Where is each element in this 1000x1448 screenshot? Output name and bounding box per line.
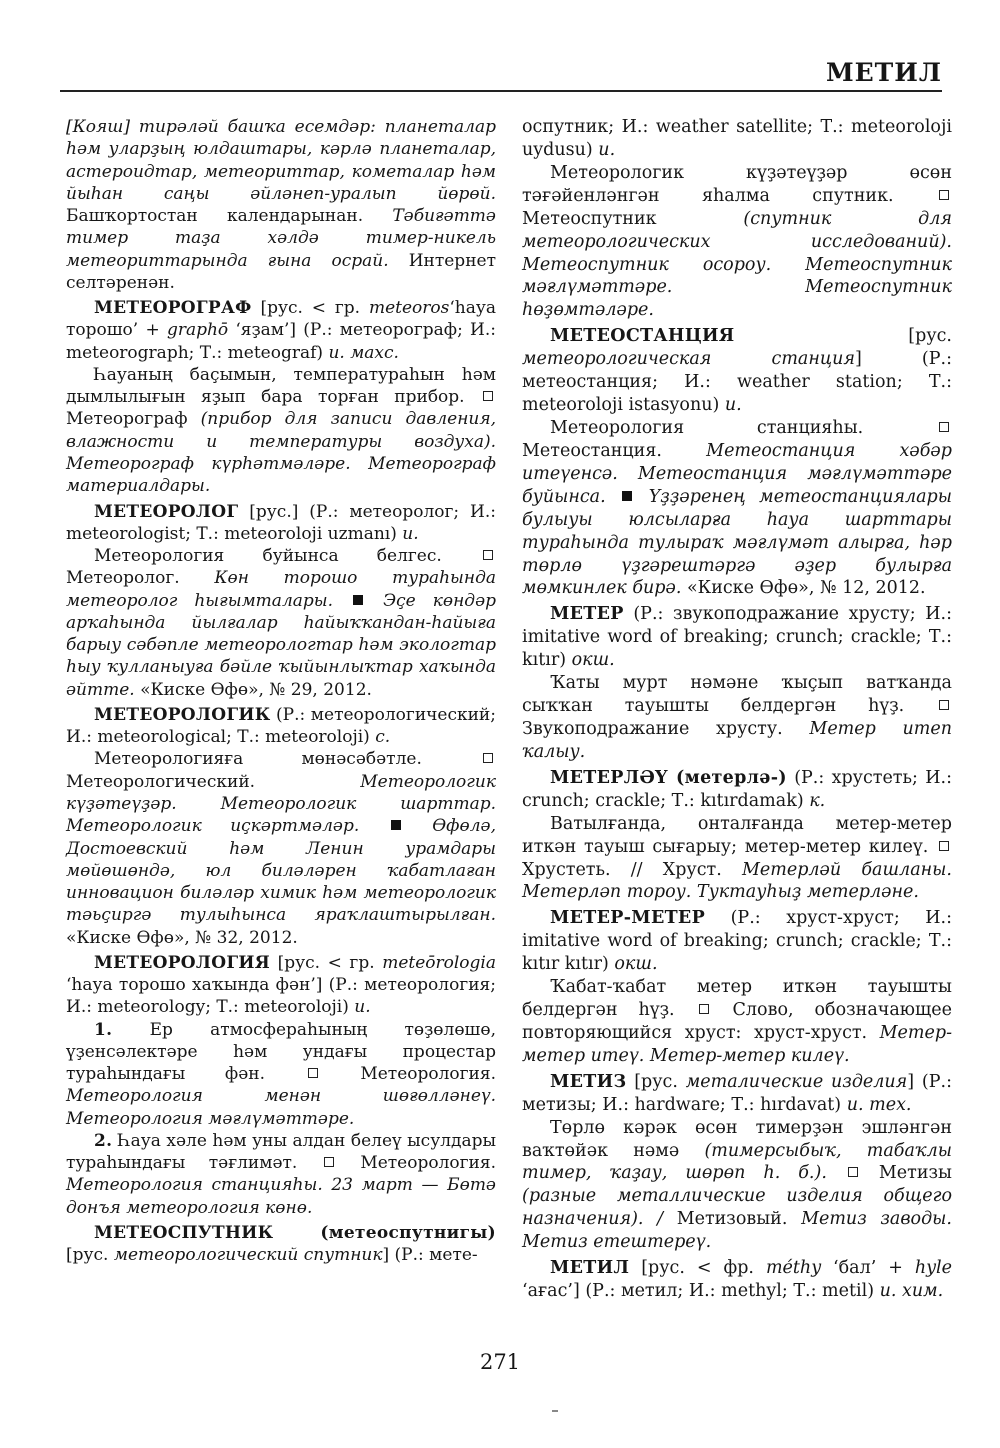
definition-text: Ватылғанда, онталғанда метер-метер иткән тауыш сығарыу; метер-метер килеү.: [522, 813, 952, 857]
headword: МЕТИЛ: [550, 1258, 630, 1279]
etymon: метеорологическая станция: [522, 349, 855, 370]
russian-equivalent: Метеорология.: [360, 1153, 496, 1174]
headword: МЕТЕОСПУТНИК: [94, 1223, 274, 1244]
examples: (спутник для метеорологических исследований). Метеоспутник осороу. Метеоспутник мәғлүмәттәре. Метеоспутник һөҙөмтәләре.: [522, 208, 952, 321]
definition: [66, 748, 496, 948]
examples: Метеорология менән шөғөлләнеү. Метеорология мәғлүмәттәре.: [66, 1086, 496, 1129]
quote: Эҫе көндәр арҡаһында йылғалар һайыҡҡандан-һайыға барыу сәбәпле метеорологтар һәм экологтар һыу ҡулланыуға бәйле ҡыйынлыҡтар хаҡында әйттe.: [66, 590, 497, 700]
headword-variant: (метеоспутнигы): [320, 1223, 496, 1244]
open-square-icon: [848, 1167, 858, 1177]
etymon: метеорологический спутник: [113, 1245, 383, 1266]
equivalents: ] (Р.: метизы; И.: hardware; Т.: hırdavat): [522, 1071, 952, 1115]
definition-text: Метеорология буйынса белгес.: [94, 546, 442, 567]
open-square-icon: [939, 422, 949, 432]
definition: [66, 364, 496, 498]
source: Башҡортостан календарынан.: [66, 206, 364, 227]
equivalents: ‘һауа торошо хаҡында фән’] (Р.: метеорология; И.: meteorology; Т.: meteoroloji): [66, 975, 496, 1018]
definition-text: Ҡаты мурт нәмәне ҡыҫып ватҡанда сыҡҡан тауышты белдергән һүҙ.: [522, 673, 952, 717]
definition: [522, 417, 952, 600]
pos-label: окш.: [614, 954, 658, 975]
entry-meteorograf: [66, 297, 496, 364]
pos-label: и.: [402, 523, 419, 544]
equivalents: оспутник; И.: weather satellite; Т.: meteoroloji uydusu): [522, 117, 952, 160]
headword: МЕТЕОРОЛОГ: [94, 501, 239, 522]
pos-label: окш.: [571, 650, 615, 671]
equivalents: (Р.: хруст-хруст; И.: imitative word of breaking; crunch; crackle; Т.: kıtır kıtır): [522, 908, 952, 975]
examples: Көн торошо тураһында метеоролог һығымталары.: [66, 568, 496, 611]
russian-equivalent: Метеостанция.: [522, 440, 662, 461]
russian-equivalent: Метеорология.: [360, 1064, 497, 1085]
quote: Үҙҙәренең метеостанциялары булыуы юлсыларға һауа шарттары тураһында тулыраҡ мәғлүмәт алырға, һәр төрлө үҙгәрештәргә әҙер булырға мөмкинлек бирә.: [522, 486, 952, 599]
sense-number: 2.: [94, 1130, 113, 1151]
headword: МЕТЕОРОГРАФ: [94, 298, 252, 319]
running-head-word: МЕТИЛ: [825, 58, 942, 87]
filled-square-icon: [391, 820, 401, 830]
examples: Метеорология станцияһы. 23 март — Бөтә донъя метеорология көнө.: [66, 1175, 496, 1218]
examples: Метеорологик күҙәтеүҙәр. Метеорологик шарттар. Метеорологик иҫкәртмәләр.: [66, 771, 496, 837]
equivalents: ] (Р.: мете-: [382, 1245, 478, 1266]
headword: МЕТЕОРОЛОГИК: [94, 704, 271, 725]
gloss: ‘һауа торошо’ +: [66, 298, 497, 341]
open-square-icon: [939, 700, 949, 710]
etymon: meteōrologia: [382, 952, 496, 973]
gloss: (тимерсыбыҡ, табаҡлы тимер, ҡаҙау, шөрөп һ. б.).: [522, 1140, 952, 1184]
scan-mark: [552, 1410, 558, 1412]
source: Интернет селтәренән.: [66, 250, 496, 293]
pos-label: и. махс.: [328, 342, 399, 363]
headword: МЕТИЗ: [550, 1071, 627, 1092]
entry-metil: [522, 1257, 952, 1303]
etymon: hyle: [914, 1258, 952, 1279]
open-square-icon: [939, 190, 949, 200]
russian-equivalent: Слово, обозначающее повторяющийся хруст: хруст-хруст.: [522, 1000, 952, 1043]
russian-equivalent: Метеоспутник: [522, 208, 657, 229]
etymology: [рус. < гр.: [260, 298, 361, 319]
filled-square-icon: [622, 491, 632, 501]
etymology: [рус.: [908, 326, 952, 347]
definition-text: Һауа хәле һәм уны алдан белеү ысулдары тураһындағы тәғлимәт.: [66, 1130, 497, 1174]
definition: [522, 813, 952, 905]
open-square-icon: [483, 391, 493, 401]
definition: [522, 1117, 952, 1255]
equivalents: (Р.: хрустеть; И.: crunch; crackle; Т.: kıtırdamak): [522, 767, 952, 811]
open-square-icon: [324, 1157, 334, 1167]
entry-meteorologiya: [66, 952, 496, 1019]
equivalents: [рус.] (Р.: метеоролог; И.: meteorologist; Т.: meteoroloji uzmanı): [66, 501, 496, 544]
etymology: [рус. < фр.: [641, 1258, 754, 1279]
russian-equivalent: Звукоподражание хрусту.: [522, 718, 783, 739]
entry-continuation: [522, 116, 952, 162]
definition: [66, 545, 496, 701]
russian-equivalent: Метеорограф: [66, 409, 188, 430]
etymology: [рус.: [66, 1245, 109, 1266]
sense-1: [66, 1019, 496, 1130]
russian-equivalent: Метеорологический.: [66, 771, 256, 792]
pos-label: и. хим.: [879, 1281, 944, 1302]
example-paragraph: [66, 116, 496, 294]
quote: [Кояш] тирәләй башҡа есемдәр: планеталар һәм уларҙың юлдаштары, кәрлә планеталар, астероидтар, метеориттар, кометалар һәм йыһан саңы әйләнеп-уралып йөрөй.: [66, 117, 496, 204]
sense-number: 1.: [94, 1019, 113, 1040]
pos-label: к.: [809, 790, 826, 811]
definition-text: Ҡабат-ҡабат метер иткән тауышты белдергән һүҙ.: [522, 977, 952, 1021]
entry-meteorolog: [66, 501, 496, 546]
pos-label: и.: [598, 139, 616, 160]
equivalents: ‘яҙам’] (Р.: метеорограф; И.: meteorograph; Т.: meteograf): [66, 320, 496, 363]
definition-text: Ер атмосфераһының төҙөлөшө, үҙенсәлектәре һәм ундағы процестар тураһындағы фән.: [66, 1019, 497, 1085]
headword: МЕТЕРЛӘҮ (метерлә-): [550, 767, 787, 788]
running-header: [60, 58, 942, 92]
open-square-icon: [308, 1068, 318, 1078]
entry-meteorologik: [66, 704, 496, 749]
definition: [522, 162, 952, 322]
definition-text: Метеорологик күҙәтеүҙәр өсөн тәғәйенләнгән яһалма спутник.: [522, 162, 952, 206]
entry-metiz: [522, 1071, 952, 1117]
examples: Метиз заводы. Метиз етештереү.: [522, 1209, 952, 1253]
etymon: graphō: [166, 320, 229, 341]
russian-equivalent: Метизы: [878, 1163, 952, 1184]
examples: Метеостанция хәбәр итеүенсә. Метеостанция мәғлүмәттәре буйынса.: [522, 440, 952, 507]
headword: МЕТЕР-МЕТЕР: [550, 908, 706, 929]
equivalents: (Р.: метеорологический; И.: meteorological; Т.: meteoroloji): [66, 704, 496, 748]
right-column: [522, 116, 952, 1303]
entry-meteostanciya: [522, 325, 952, 417]
quote: Өфөлә, Достоевский һәм Ленин урамдары мөйөшөндә, юл биләләрен ҡабатлаған инновацион биләләр химик һәм метеорологик тәьҫиргә тулыһынса яраҡлаштырылған.: [66, 816, 496, 926]
entry-meter-meter: [522, 907, 952, 976]
open-square-icon: [483, 550, 493, 560]
source: «Киске Өфө», № 29, 2012.: [140, 679, 372, 700]
entry-meteosputnik: [66, 1222, 496, 1267]
definition-text: Метеорологияға мөнәсәбәтле.: [94, 749, 422, 770]
source: «Киске Өфө», № 32, 2012.: [66, 927, 298, 948]
definition-text: Метеорология станцияһы.: [550, 417, 864, 438]
definition-text: Төрлө кәрәк өсөн тимерҙән эшләнгән ваҡтөйәк нәмә: [522, 1117, 952, 1161]
russian-equivalent: Метизовый.: [676, 1209, 788, 1230]
open-square-icon: [483, 753, 493, 763]
examples: (прибор для записи давления, влажности и температуры воздуха). Метеорограф күрһәтмәләре. Метеорограф материалдары.: [66, 409, 497, 497]
equivalents: (Р.: звукоподражание хрусту; И.: imitative word of breaking; crunch; crackle; Т.: kıtır): [522, 604, 952, 671]
filled-square-icon: [353, 595, 363, 605]
headword: МЕТЕОРОЛОГИЯ: [94, 952, 271, 973]
left-column: [66, 116, 496, 1267]
etymon: металические изделия: [685, 1071, 908, 1092]
russian-equivalent: Метеоролог.: [66, 568, 180, 589]
equivalents: ] (Р.: метеостанция; И.: weather station; Т.: meteoroloji istasyonu): [522, 349, 952, 416]
etymology: [рус.: [634, 1071, 678, 1092]
definition: [522, 976, 952, 1068]
sense-2: [66, 1130, 496, 1219]
russian-equivalent: Хрустеть. // Хруст.: [522, 859, 722, 880]
gloss: ‘бал’ +: [833, 1258, 903, 1279]
etymon: meteoros: [368, 298, 450, 319]
headword: МЕТЕР: [550, 604, 624, 625]
headword: МЕТЕОСТАНЦИЯ: [550, 326, 735, 347]
etymology: [рус. < гр.: [277, 952, 375, 973]
source: «Киске Өфө», № 12, 2012.: [686, 578, 926, 599]
gloss: (разные металлические изделия общего назначения). /: [522, 1186, 952, 1230]
open-square-icon: [939, 841, 949, 851]
definition: [522, 672, 952, 764]
examples: Метер-метер итеү. Метер-метер килеү.: [522, 1022, 952, 1066]
examples: Метерләй башланы. Метерләп тороу. Туктауһыҙ метерләне.: [522, 859, 952, 903]
quote: Тәбиғәттә тимер таҙа хәлдә тимер-никель метеориттарында ғына осрай.: [66, 206, 496, 271]
pos-label: и.: [724, 395, 742, 416]
pos-label: и. тех.: [846, 1094, 912, 1115]
equivalents: ‘ағас’] (Р.: метил; И.: methyl; Т.: metil): [522, 1281, 875, 1302]
entry-meterleu: [522, 767, 952, 813]
definition-text: Һауаның баҫымын, температураһын һәм дымлылығын яҙып бара торған прибор.: [66, 364, 496, 408]
pos-label: с.: [375, 727, 391, 748]
examples: Метер итеп ҡалыу.: [522, 718, 952, 762]
open-square-icon: [699, 1004, 709, 1014]
etymon: méthy: [765, 1258, 822, 1279]
page-number: 271: [479, 1350, 521, 1374]
pos-label: и.: [354, 997, 371, 1018]
entry-meter: [522, 603, 952, 672]
